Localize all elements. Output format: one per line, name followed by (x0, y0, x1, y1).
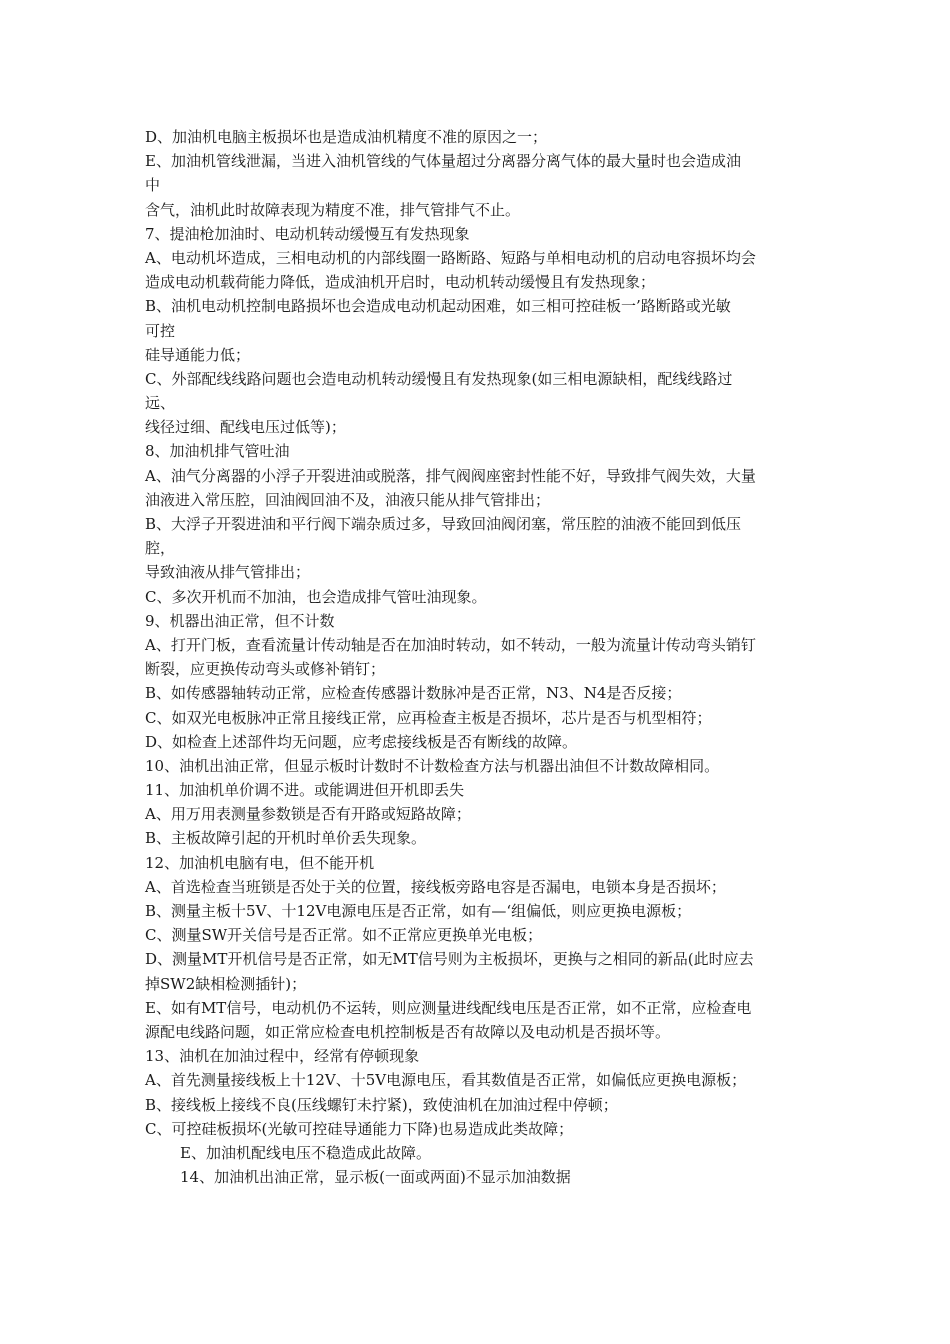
text-line: A、首先测量接线板上十12V、十5V电源电压，看其数值是否正常，如偏低应更换电源板； (145, 1071, 747, 1090)
text-line: C、外部配线线路问题也会造电动机转动缓慢且有发热现象(如三相电源缺相，配线线路过 (145, 369, 733, 388)
text-line: C、多次开机而不加油，也会造成排气管吐油现象。 (145, 587, 487, 606)
section-heading: 13、油机在加油过程中，经常有停顿现象 (145, 1047, 420, 1066)
section-heading: 8、加油机排气管吐油 (145, 442, 290, 461)
text-line: A、首选检查当班锁是否处于关的位置，接线板旁路电容是否漏电，电锁本身是否损坏； (145, 877, 726, 896)
text-line: B、如传感器轴转动正常，应检查传感器计数脉冲是否正常，N3、N4是否反接； (145, 684, 682, 703)
text-line: B、测量主板十5V、十12V电源电压是否正常，如有—‘组偏低，则应更换电源板； (145, 902, 692, 920)
text-line: A、油气分离器的小浮子开裂进油或脱落，排气阀阀座密封性能不好，导致排气阀失效，大量 (145, 466, 756, 485)
text-line: B、主板故障引起的开机时单价丢失现象。 (145, 829, 427, 848)
text-line: E、加油机管线泄漏，当进入油机管线的气体量超过分离器分离气体的最大量时也会造成油 (145, 152, 741, 171)
text-line: B、接线板上接线不良(压线螺钉未拧紧)，致使油机在加油过程中停顿； (145, 1095, 618, 1114)
text-line: 断裂，应更换传动弯头或修补销钉； (145, 660, 386, 679)
text-line: 硅导通能力低； (145, 345, 251, 364)
document-page (145, 125, 825, 1189)
text-line: B、大浮子开裂进油和平行阀下端杂质过多，导致回油阀闭塞，常压腔的油液不能回到低压 (145, 515, 742, 533)
text-line: 掉SW2缺相检测插针)； (145, 974, 307, 993)
text-line: A、电动机坏造成，三相电动机的内部线圈一路断路、短路与单相电动机的启动电容损坏均会 (145, 248, 756, 267)
section-heading: 9、机器出油正常，但不计数 (145, 611, 335, 630)
section-heading: 12、加油机电脑有电，但不能开机 (145, 853, 375, 872)
text-line: 造成电动机载荷能力降低，造成油机开启时，电动机转动缓慢且有发热现象； (145, 273, 656, 292)
text-line: B、油机电动机控制电路损坏也会造成电动机起动困难，如三相可控硅板一’路断路或光敏 (145, 297, 731, 316)
text-line: C、测量SW开关信号是否正常。如不正常应更换单光电板； (145, 926, 543, 945)
text-line: 中 (145, 176, 161, 195)
section-heading: 14、加油机出油正常，显示板(一面或两面)不显示加油数据 (180, 1168, 571, 1187)
text-line: 导致油液从排气管排出； (145, 563, 311, 582)
text-line: C、如双光电板脉冲正常且接线正常，应再检查主板是否损坏，芯片是否与机型相符； (145, 708, 712, 727)
section-heading: 7、提油枪加油时、电动机转动缓慢互有发热现象 (145, 224, 470, 243)
text-line: 可控 (145, 321, 176, 340)
text-line: 源配电线路问题，如正常应检查电机控制板是否有故障以及电动机是否损坏等。 (145, 1022, 671, 1041)
text-line: 远、 (145, 394, 176, 413)
text-line: E、如有MT信号，电动机仍不运转，则应测量进线配线电压是否正常，如不正常，应检查电 (145, 998, 752, 1017)
section-heading: 11、加油机单价调不进。或能调进但开机即丢失 (145, 781, 465, 800)
text-line: 线径过细、配线电压过低等)； (145, 418, 346, 437)
text-line: 腔， (145, 539, 176, 558)
text-line: 含气，油机此时故障表现为精度不准，排气管排气不止。 (145, 200, 521, 219)
text-line: C、可控硅板损坏(光敏可控硅导通能力下降)也易造成此类故障； (145, 1119, 574, 1138)
text-line: 油液进入常压腔，回油阀回油不及，油液只能从排气管排出； (145, 490, 551, 509)
text-line: D、测量MT开机信号是否正常，如无MT信号则为主板损坏，更换与之相同的新品(此时应去 (145, 950, 754, 969)
text-line: D、如检查上述部件均无问题，应考虑接线板是否有断线的故障。 (145, 732, 578, 751)
text-line: E、加油机配线电压不稳造成此故障。 (180, 1143, 431, 1162)
section-heading: 10、油机出油正常，但显示板时计数时不计数检查方法与机器出油但不计数故障相同。 (145, 756, 720, 775)
text-line: A、打开门板，查看流量计传动轴是否在加油时转动，如不转动，一般为流量计传动弯头销钉 (145, 635, 756, 654)
text-line: A、用万用表测量参数锁是否有开路或短路故障； (145, 805, 471, 824)
text-line: D、加油机电脑主板损坏也是造成油机精度不准的原因之一； (145, 128, 548, 146)
